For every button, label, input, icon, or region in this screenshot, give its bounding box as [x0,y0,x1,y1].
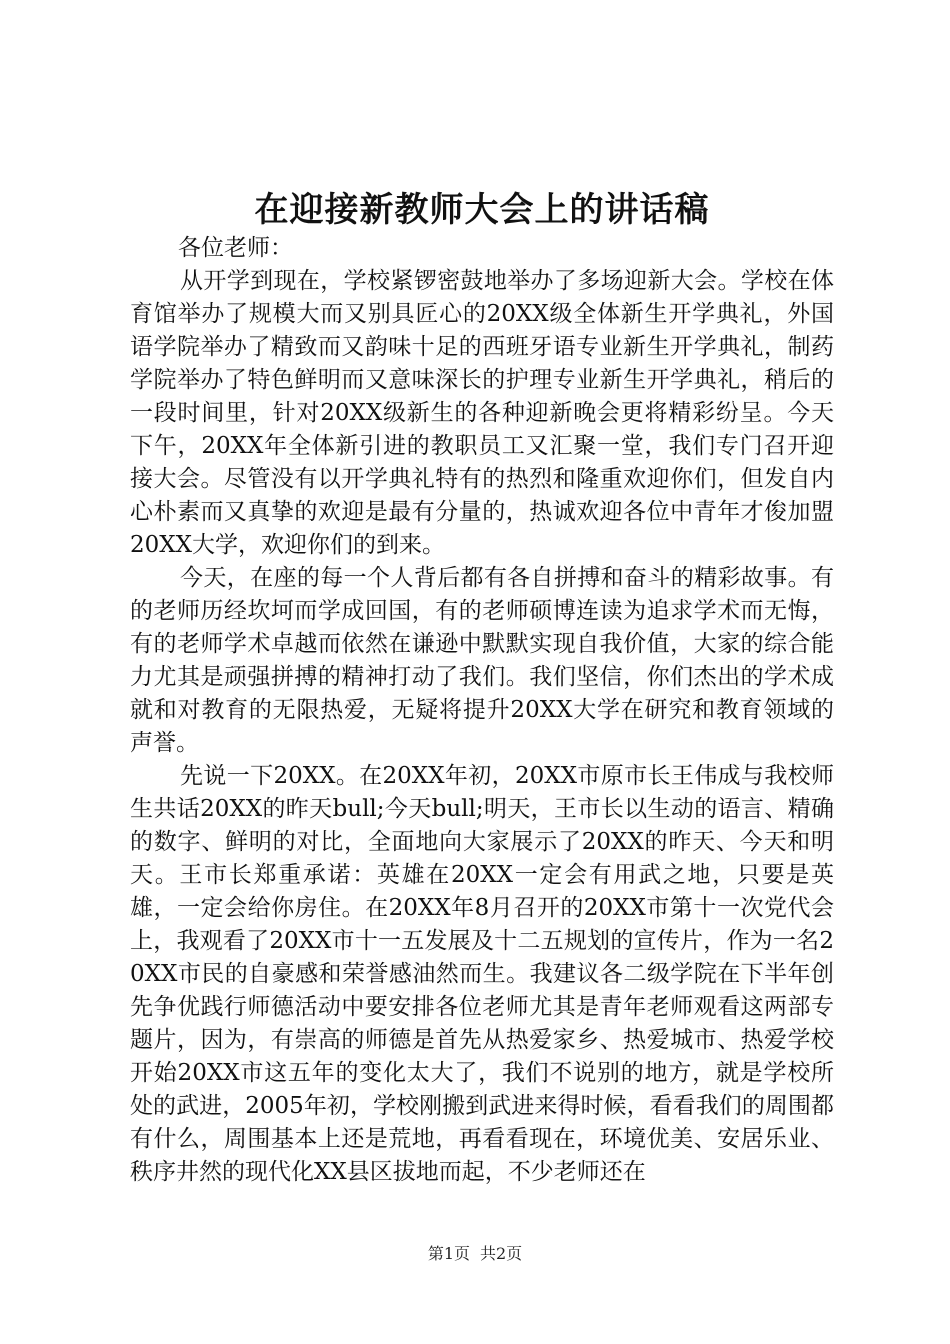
salutation: 各位老师： [178,235,293,261]
paragraph-3: 先说一下20XX。在20XX年初，20XX市原市长王伟成与我校师生共话20XX的昨天bull;今天bull;明天，王市长以生动的语言、精确的数字、鲜明的对比，全面地向大家展示了20XX的昨天、今天和明天。王市长郑重承诺：英雄在20XX一定会有用武之地，只要是英雄，一定会给你房住。在20XX年8月召开的20XX市第十一次党代会上，我观看了20XX市十一五发展及十二五规划的宣传片，作为一名20XX市民的自豪感和荣誉感油然而生。我建议各二级学院在下半年创先争优践行师德活动中要安排各位老师尤其是青年老师观看这两部专题片，因为，有崇高的师德是首先从热爱家乡、热爱城市、热爱学校开始20XX市这五年的变化太大了，我们不说别的地方，就是学校所处的武进，2005年初，学校刚搬到武进来得时候，看看我们的周围都有什么，周围基本上还是荒地，再看看现在，环境优美、安居乐业、秩序井然的现代化XX县区拔地而起，不少老师还在 [130,763,834,1185]
document-body [130,232,834,1189]
document-title: 在迎接新教师大会上的讲话稿 [254,190,710,230]
page-footer [0,1243,950,1265]
page-total: 共2页 [480,1244,523,1263]
paragraph-1: 从开学到现在，学校紧锣密鼓地举办了多场迎新大会。学校在体育馆举办了规模大而又别具匠心的20XX级全体新生开学典礼，外国语学院举办了精致而又韵味十足的西班牙语专业新生开学典礼，制药学院举办了特色鲜明而又意味深长的护理专业新生开学典礼，稍后的一段时间里，针对20XX级新生的各种迎新晚会更将精彩纷呈。今天下午，20XX年全体新引进的教职员工又汇聚一堂，我们专门召开迎接大会。尽管没有以开学典礼特有的热烈和隆重欢迎你们，但发自内心朴素而又真挚的欢迎是最有分量的，热诚欢迎各位中青年才俊加盟20XX大学，欢迎你们的到来。 [130,268,834,558]
page-number: 第1页 [427,1244,470,1263]
paragraph-2: 今天，在座的每一个人背后都有各自拼搏和奋斗的精彩故事。有的老师历经坎坷而学成回国，有的老师硕博连读为追求学术而无悔，有的老师学术卓越而依然在谦逊中默默实现自我价值，大家的综合能力尤其是顽强拼搏的精神打动了我们。我们坚信，你们杰出的学术成就和对教育的无限热爱，无疑将提升20XX大学在研究和教育领域的声誉。 [130,565,834,756]
